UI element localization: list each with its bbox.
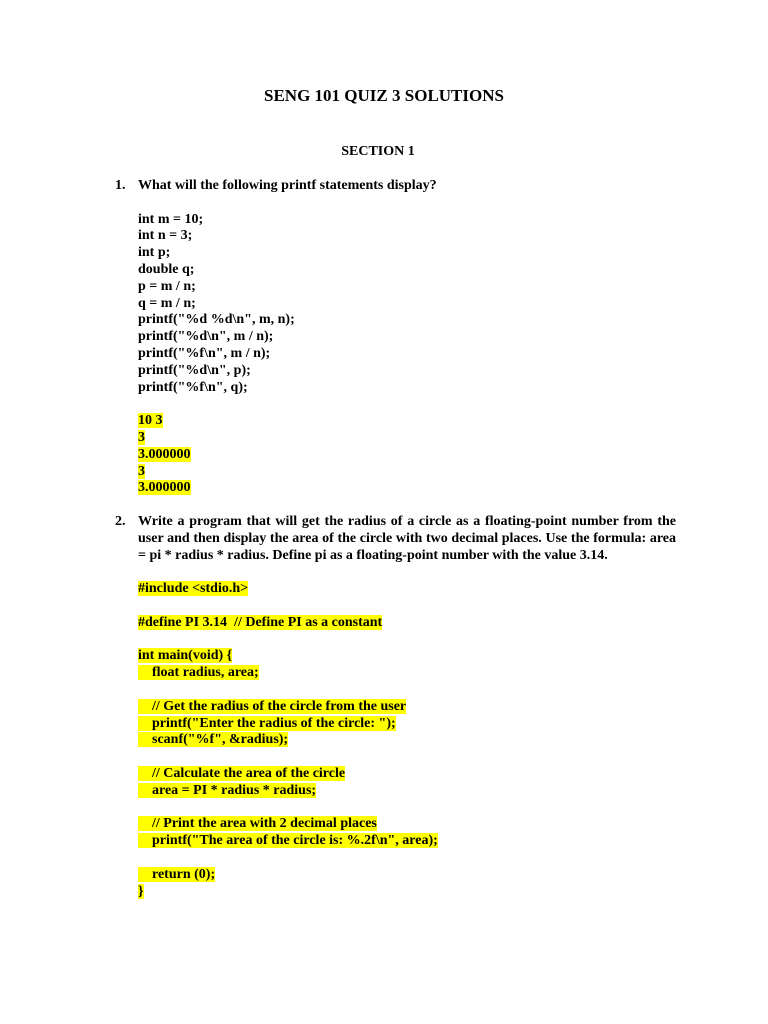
code-line — [138, 245, 676, 262]
answer-code-line-text: scanf("%f", &radius); — [138, 732, 289, 748]
code-line-text: int m = 10; — [138, 211, 204, 227]
answer-code-line — [138, 884, 676, 901]
question-2-answer — [138, 581, 676, 900]
answer-code-line — [138, 783, 676, 800]
answer-code-line — [138, 867, 676, 884]
code-line-text: printf("%f\n", m / n); — [138, 345, 271, 361]
answer-code-line — [138, 682, 676, 699]
question-1-number: 1. — [115, 178, 126, 193]
answer-code-line — [138, 850, 676, 867]
code-line — [138, 279, 676, 296]
code-line — [138, 212, 676, 229]
answer-code-line — [138, 598, 676, 615]
question-1-text: What will the following printf statements display? — [138, 178, 437, 193]
answer-line — [138, 413, 676, 430]
answer-code-line-text: #define PI 3.14 // Define PI as a constant — [138, 614, 383, 630]
answer-line-text: 3.000000 — [138, 480, 191, 496]
answer-code-line — [138, 665, 676, 682]
code-line-text: printf("%d\n", p); — [138, 362, 251, 378]
answer-code-line — [138, 716, 676, 733]
code-line — [138, 363, 676, 380]
answer-code-line — [138, 648, 676, 665]
answer-line — [138, 464, 676, 481]
answer-code-line-text: area = PI * radius * radius; — [138, 782, 317, 798]
code-line — [138, 312, 676, 329]
code-line-text: printf("%d %d\n", m, n); — [138, 312, 295, 328]
code-line — [138, 228, 676, 245]
answer-line-text: 3.000000 — [138, 446, 191, 462]
answer-line-text: 3 — [138, 429, 145, 445]
answer-code-line — [138, 615, 676, 632]
answer-code-line-text: printf("Enter the radius of the circle: "); — [138, 715, 396, 731]
document-title: SENG 101 QUIZ 3 SOLUTIONS — [264, 86, 504, 105]
code-line — [138, 329, 676, 346]
code-line-text: int p; — [138, 245, 171, 261]
answer-code-line — [138, 632, 676, 649]
answer-code-line-text: // Get the radius of the circle from the user — [138, 698, 407, 714]
answer-line-text: 10 3 — [138, 413, 163, 429]
answer-code-line-text: int main(void) { — [138, 648, 233, 664]
answer-code-line — [138, 766, 676, 783]
answer-code-line — [138, 581, 676, 598]
question-1-code — [138, 212, 676, 397]
section-heading: SECTION 1 — [341, 144, 415, 159]
answer-code-line — [138, 800, 676, 817]
question-2-block — [138, 514, 676, 900]
answer-line-text: 3 — [138, 463, 145, 479]
answer-line — [138, 480, 676, 497]
code-line — [138, 346, 676, 363]
answer-code-line-text: float radius, area; — [138, 665, 259, 681]
answer-code-line-text: } — [138, 883, 144, 899]
question-1-block — [138, 178, 676, 497]
answer-code-line-text: return (0); — [138, 866, 216, 882]
answer-code-line-text: #include <stdio.h> — [138, 581, 249, 597]
answer-code-line — [138, 833, 676, 850]
answer-code-line — [138, 816, 676, 833]
question-1-answer — [138, 413, 676, 497]
code-line-text: double q; — [138, 261, 195, 277]
code-line — [138, 262, 676, 279]
answer-line — [138, 430, 676, 447]
question-2-text: Write a program that will get the radius of a circle as a floating-point number from the user and then display the area of the circle with two decimal places. Use the formula: area = pi * radius * radius. Define pi as a floating-point number with the value 3.14. — [138, 514, 676, 563]
question-2-number: 2. — [115, 514, 126, 529]
answer-code-line — [138, 699, 676, 716]
code-line-text: printf("%f\n", q); — [138, 379, 248, 395]
answer-code-line-text: printf("The area of the circle is: %.2f\n", area); — [138, 833, 438, 849]
code-line-text: int n = 3; — [138, 228, 193, 244]
code-line-text: p = m / n; — [138, 278, 196, 294]
answer-code-line — [138, 749, 676, 766]
answer-code-line — [138, 732, 676, 749]
answer-line — [138, 447, 676, 464]
code-line — [138, 296, 676, 313]
answer-code-line-text: // Calculate the area of the circle — [138, 765, 346, 781]
code-line — [138, 380, 676, 397]
answer-code-line-text: // Print the area with 2 decimal places — [138, 816, 377, 832]
code-line-text: q = m / n; — [138, 295, 196, 311]
code-line-text: printf("%d\n", m / n); — [138, 329, 274, 345]
